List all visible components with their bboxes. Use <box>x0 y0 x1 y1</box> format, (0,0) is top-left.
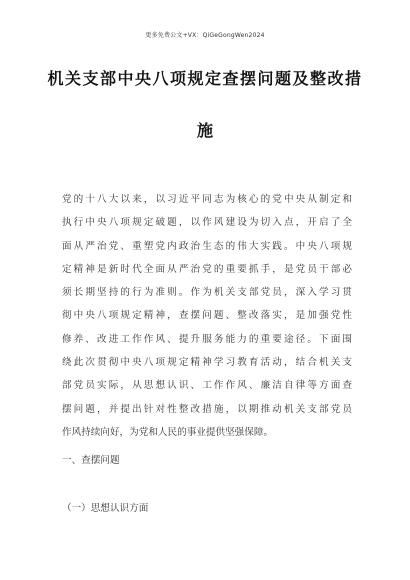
document-title-line-2: 施 <box>196 121 213 140</box>
paragraph-line: 党的十八大以来，以习近平同志为核心的党中央从制定和 <box>62 194 352 205</box>
section-heading: 一、查摆问题 <box>62 455 120 466</box>
paragraph-line: 作风持续向好，为党和人民的事业提供坚强保障。 <box>62 426 274 438</box>
paragraph-line: 绕此次贯彻中央八项规定精神学习教育活动，结合机关支 <box>62 357 352 369</box>
paragraph-line: 须长期坚持的行为准则。作为机关支部党员，深入学习贯 <box>62 287 352 299</box>
paragraph-line: 面从严治党、重塑党内政治生态的伟大实践。中央八项规 <box>62 240 352 252</box>
intro-paragraph <box>62 188 352 444</box>
subsection-heading: （一）思想认识方面 <box>62 503 149 514</box>
paragraph-line: 执行中央八项规定破题，以作风建设为切入点，开启了全 <box>62 217 352 229</box>
paragraph-line: 修养、改进工作作风、提升服务能力的重要途径。下面围 <box>62 333 352 345</box>
paragraph-line: 摆问题，并提出针对性整改措施，以期推动机关支部党员 <box>62 403 352 415</box>
paragraph-line: 彻中央八项规定精神，查摆问题、整改落实，是加强党性 <box>62 310 352 322</box>
paragraph-line: 部党员实际，从思想认识、工作作风、廉洁自律等方面查 <box>62 380 352 392</box>
paragraph-line: 定精神是新时代全面从严治党的重要抓手，是党员干部必 <box>62 263 352 275</box>
header-note: 更多免费公文+VX：QiGeGongWen2024 <box>145 32 265 39</box>
document-title-line-1: 机关支部中央八项规定查摆问题及整改措 <box>47 69 363 88</box>
